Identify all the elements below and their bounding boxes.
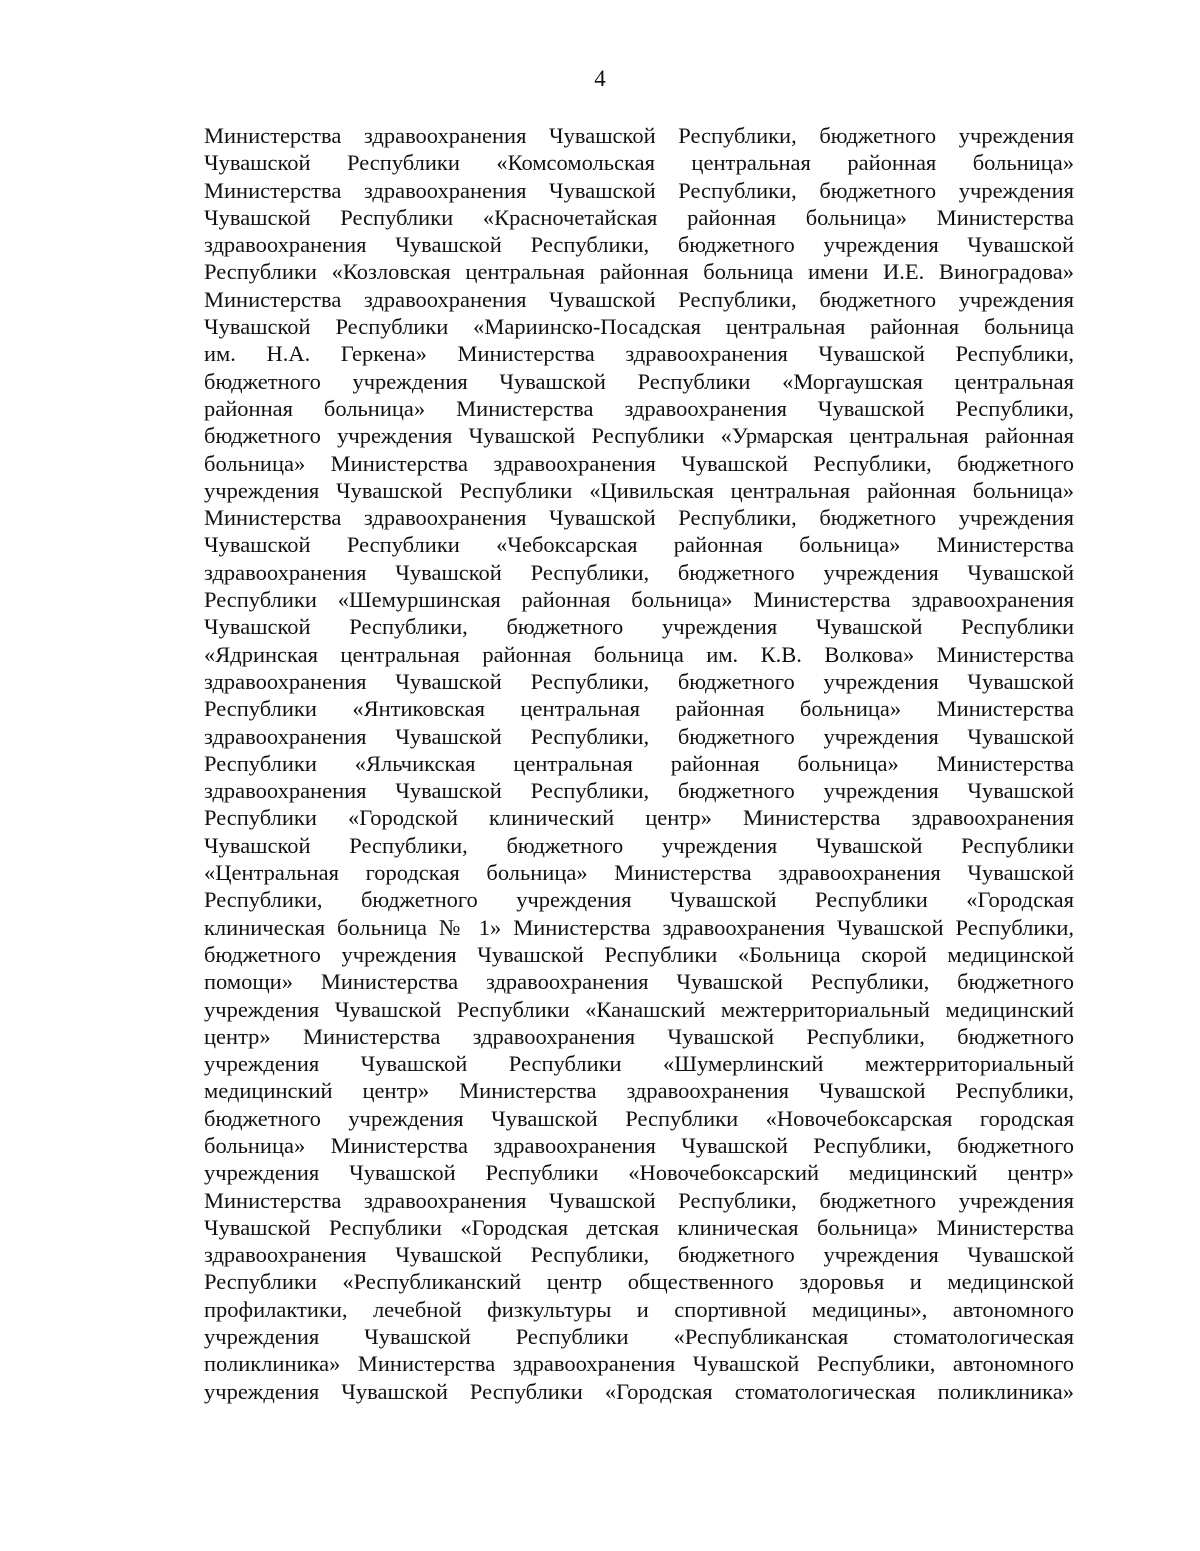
text-line: «Центральная городская больница» Министерства здравоохранения Чувашской xyxy=(204,860,1074,886)
text-line: профилактики, лечебной физкультуры и спортивной медицины», автономного xyxy=(204,1296,1074,1322)
text-line: учреждения Чувашской Республики «Канашский межтерриториальный медицинский xyxy=(204,996,1074,1022)
text-line: Министерства здравоохранения Чувашской Республики, бюджетного учреждения xyxy=(204,505,1074,531)
text-line: Республики «Яльчикская центральная районная больница» Министерства xyxy=(204,750,1074,776)
text-line: бюджетного учреждения Чувашской Республики «Новочебоксарская городская xyxy=(204,1105,1074,1131)
text-line: больница» Министерства здравоохранения Чувашской Республики, бюджетного xyxy=(204,450,1074,476)
text-line: здравоохранения Чувашской Республики, бюджетного учреждения Чувашской xyxy=(204,778,1074,804)
text-line: здравоохранения Чувашской Республики, бюджетного учреждения Чувашской xyxy=(204,723,1074,749)
page-number: 4 xyxy=(594,66,606,91)
text-line: «Ядринская центральная районная больница им. К.В. Волкова» Министерства xyxy=(204,641,1074,667)
text-line: Министерства здравоохранения Чувашской Республики, бюджетного учреждения xyxy=(204,286,1074,312)
text-line: здравоохранения Чувашской Республики, бюджетного учреждения Чувашской xyxy=(204,668,1074,694)
text-line: учреждения Чувашской Республики «Шумерлинский межтерриториальный xyxy=(204,1051,1074,1077)
text-line: учреждения Чувашской Республики «Городская стоматологическая поликлиника» xyxy=(204,1378,1074,1404)
text-line: Чувашской Республики «Комсомольская центральная районная больница» xyxy=(204,150,1074,176)
text-line: клиническая больница № 1» Министерства здравоохранения Чувашской Республики, xyxy=(204,914,1074,940)
text-line: бюджетного учреждения Чувашской Республики «Больница скорой медицинской xyxy=(204,941,1074,967)
text-line: Республики «Республиканский центр общественного здоровья и медицинской xyxy=(204,1269,1074,1295)
text-line: Чувашской Республики «Красночетайская районная больница» Министерства xyxy=(204,204,1074,230)
text-line: Республики «Козловская центральная районная больница имени И.Е. Виноградова» xyxy=(204,259,1074,285)
text-line: Чувашской Республики «Чебоксарская районная больница» Министерства xyxy=(204,532,1074,558)
text-line: учреждения Чувашской Республики «Республиканская стоматологическая xyxy=(204,1324,1074,1350)
text-line: Министерства здравоохранения Чувашской Республики, бюджетного учреждения xyxy=(204,177,1074,203)
text-line: Чувашской Республики, бюджетного учреждения Чувашской Республики xyxy=(204,614,1074,640)
text-line: Республики «Шемуршинская районная больница» Министерства здравоохранения xyxy=(204,587,1074,613)
text-line: им. Н.А. Геркена» Министерства здравоохранения Чувашской Республики, xyxy=(204,341,1074,367)
text-line: Чувашской Республики «Городская детская клиническая больница» Министерства xyxy=(204,1214,1074,1240)
body-text xyxy=(204,122,1074,1405)
text-line: Чувашской Республики «Мариинско-Посадская центральная районная больница xyxy=(204,314,1074,340)
text-line: помощи» Министерства здравоохранения Чувашской Республики, бюджетного xyxy=(204,969,1074,995)
text-line: Министерства здравоохранения Чувашской Республики, бюджетного учреждения xyxy=(204,1187,1074,1213)
text-line: здравоохранения Чувашской Республики, бюджетного учреждения Чувашской xyxy=(204,559,1074,585)
text-line: больница» Министерства здравоохранения Чувашской Республики, бюджетного xyxy=(204,1132,1074,1158)
text-line: Республики, бюджетного учреждения Чувашской Республики «Городская xyxy=(204,887,1074,913)
text-line: учреждения Чувашской Республики «Цивильская центральная районная больница» xyxy=(204,477,1074,503)
text-line: учреждения Чувашской Республики «Новочебоксарский медицинский центр» xyxy=(204,1160,1074,1186)
text-line: бюджетного учреждения Чувашской Республики «Урмарская центральная районная xyxy=(204,423,1074,449)
text-line: районная больница» Министерства здравоохранения Чувашской Республики, xyxy=(204,395,1074,421)
text-line: здравоохранения Чувашской Республики, бюджетного учреждения Чувашской xyxy=(204,1242,1074,1268)
text-line: Республики «Янтиковская центральная районная больница» Министерства xyxy=(204,696,1074,722)
text-line: здравоохранения Чувашской Республики, бюджетного учреждения Чувашской xyxy=(204,232,1074,258)
text-line: Республики «Городской клинический центр» Министерства здравоохранения xyxy=(204,805,1074,831)
text-line: Чувашской Республики, бюджетного учреждения Чувашской Республики xyxy=(204,832,1074,858)
text-line: поликлиника» Министерства здравоохранения Чувашской Республики, автономного xyxy=(204,1351,1074,1377)
text-line: медицинский центр» Министерства здравоохранения Чувашской Республики, xyxy=(204,1078,1074,1104)
text-line: Министерства здравоохранения Чувашской Республики, бюджетного учреждения xyxy=(204,123,1074,148)
text-line: бюджетного учреждения Чувашской Республики «Моргаушская центральная xyxy=(204,368,1074,394)
text-line: центр» Министерства здравоохранения Чувашской Республики, бюджетного xyxy=(204,1023,1074,1049)
